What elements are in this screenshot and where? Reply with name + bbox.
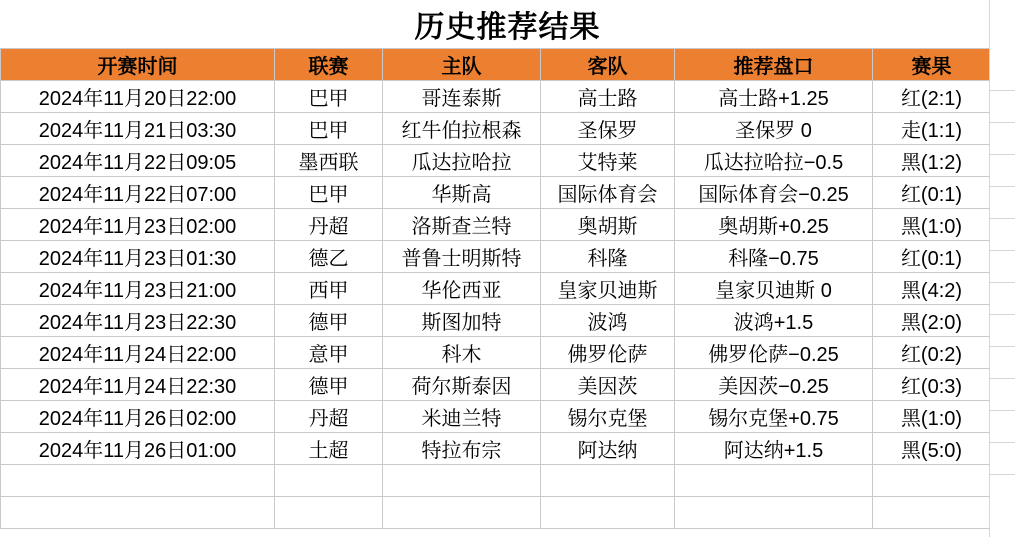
cell-away[interactable]: 波鸿 (541, 305, 675, 337)
cell-league[interactable]: 巴甲 (275, 113, 383, 145)
column-header-pick[interactable]: 推荐盘口 (675, 49, 873, 81)
cell-league[interactable]: 丹超 (275, 401, 383, 433)
cell-league[interactable]: 巴甲 (275, 81, 383, 113)
column-header-away[interactable]: 客队 (541, 49, 675, 81)
table-row[interactable] (1, 177, 991, 209)
table-row[interactable] (1, 401, 991, 433)
cell-away[interactable]: 佛罗伦萨 (541, 337, 675, 369)
cell-pick[interactable]: 高士路+1.25 (675, 81, 873, 113)
cell-away[interactable]: 国际体育会 (541, 177, 675, 209)
cell-away[interactable]: 奥胡斯 (541, 209, 675, 241)
cell-result[interactable]: 红(0:1) (873, 177, 991, 209)
gutter-cell (990, 123, 1015, 155)
cell-result[interactable]: 走(1:1) (873, 113, 991, 145)
cell-result[interactable]: 红(2:1) (873, 81, 991, 113)
column-header-league[interactable]: 联赛 (275, 49, 383, 81)
cell-home[interactable]: 瓜达拉哈拉 (383, 145, 541, 177)
cell-home[interactable]: 科木 (383, 337, 541, 369)
cell-time[interactable]: 2024年11月20日22:00 (1, 81, 275, 113)
cell-empty[interactable] (383, 497, 541, 529)
table-row-empty[interactable] (1, 465, 991, 497)
gutter-cell (990, 48, 1015, 91)
gutter-cell (990, 155, 1015, 187)
cell-home[interactable]: 斯图加特 (383, 305, 541, 337)
cell-time[interactable]: 2024年11月23日21:00 (1, 273, 275, 305)
cell-result[interactable]: 红(0:3) (873, 369, 991, 401)
cell-time[interactable]: 2024年11月26日02:00 (1, 401, 275, 433)
gutter-cell (990, 379, 1015, 411)
cell-home[interactable]: 华斯高 (383, 177, 541, 209)
column-header-home[interactable]: 主队 (383, 49, 541, 81)
cell-result[interactable]: 黑(1:2) (873, 145, 991, 177)
cell-empty[interactable] (541, 465, 675, 497)
cell-result[interactable]: 黑(4:2) (873, 273, 991, 305)
cell-pick[interactable]: 科隆−0.75 (675, 241, 873, 273)
cell-time[interactable]: 2024年11月24日22:00 (1, 337, 275, 369)
table-row[interactable] (1, 241, 991, 273)
cell-empty[interactable] (275, 465, 383, 497)
cell-result[interactable]: 红(0:2) (873, 337, 991, 369)
cell-empty[interactable] (1, 465, 275, 497)
gutter-cell (990, 315, 1015, 347)
cell-pick[interactable]: 国际体育会−0.25 (675, 177, 873, 209)
cell-time[interactable]: 2024年11月22日09:05 (1, 145, 275, 177)
table-header (1, 49, 991, 81)
table-row[interactable] (1, 337, 991, 369)
table-row[interactable] (1, 433, 991, 465)
table-row[interactable] (1, 145, 991, 177)
table-row[interactable] (1, 369, 991, 401)
cell-home[interactable]: 华伦西亚 (383, 273, 541, 305)
table-row[interactable] (1, 113, 991, 145)
table-body (1, 81, 991, 529)
cell-empty[interactable] (675, 465, 873, 497)
cell-empty[interactable] (275, 497, 383, 529)
gutter-cell (990, 251, 1015, 283)
table-row[interactable] (1, 81, 991, 113)
cell-time[interactable]: 2024年11月21日03:30 (1, 113, 275, 145)
cell-home[interactable]: 米迪兰特 (383, 401, 541, 433)
page-title: 历史推荐结果 (414, 11, 601, 44)
cell-league[interactable]: 意甲 (275, 337, 383, 369)
cell-league[interactable]: 巴甲 (275, 177, 383, 209)
cell-empty[interactable] (383, 465, 541, 497)
cell-result[interactable]: 黑(1:0) (873, 209, 991, 241)
cell-time[interactable]: 2024年11月23日01:30 (1, 241, 275, 273)
cell-time[interactable]: 2024年11月22日07:00 (1, 177, 275, 209)
cell-result[interactable]: 黑(5:0) (873, 433, 991, 465)
right-gutter-column (989, 0, 1015, 537)
cell-league[interactable]: 墨西联 (275, 145, 383, 177)
gutter-cell (990, 411, 1015, 443)
cell-empty[interactable] (873, 465, 991, 497)
gutter-cell (990, 0, 1015, 48)
table-row[interactable] (1, 273, 991, 305)
cell-pick[interactable]: 波鸿+1.5 (675, 305, 873, 337)
cell-league[interactable]: 德甲 (275, 369, 383, 401)
cell-home[interactable]: 普鲁士明斯特 (383, 241, 541, 273)
gutter-cell (990, 347, 1015, 379)
cell-pick[interactable]: 美因茨−0.25 (675, 369, 873, 401)
cell-away[interactable]: 皇家贝迪斯 (541, 273, 675, 305)
cell-away[interactable]: 美因茨 (541, 369, 675, 401)
table-row[interactable] (1, 209, 991, 241)
cell-empty[interactable] (873, 497, 991, 529)
table-row[interactable] (1, 305, 991, 337)
cell-away[interactable]: 阿达纳 (541, 433, 675, 465)
cell-away[interactable]: 艾特莱 (541, 145, 675, 177)
gutter-cell (990, 187, 1015, 219)
cell-empty[interactable] (1, 497, 275, 529)
cell-away[interactable]: 科隆 (541, 241, 675, 273)
cell-league[interactable]: 西甲 (275, 273, 383, 305)
cell-pick[interactable]: 圣保罗 0 (675, 113, 873, 145)
cell-pick[interactable]: 瓜达拉哈拉−0.5 (675, 145, 873, 177)
cell-league[interactable]: 德甲 (275, 305, 383, 337)
cell-away[interactable]: 锡尔克堡 (541, 401, 675, 433)
cell-pick[interactable]: 皇家贝迪斯 0 (675, 273, 873, 305)
table-row-empty[interactable] (1, 497, 991, 529)
cell-empty[interactable] (541, 497, 675, 529)
cell-league[interactable]: 丹超 (275, 209, 383, 241)
gutter-cell (990, 283, 1015, 315)
gutter-cell (990, 443, 1015, 475)
column-header-time[interactable]: 开赛时间 (1, 49, 275, 81)
cell-home[interactable]: 哥连泰斯 (383, 81, 541, 113)
cell-time[interactable]: 2024年11月24日22:30 (1, 369, 275, 401)
cell-time[interactable]: 2024年11月26日01:00 (1, 433, 275, 465)
gutter-cell (990, 91, 1015, 123)
header-row (1, 49, 991, 81)
history-results-table (0, 48, 991, 529)
cell-result[interactable]: 黑(1:0) (873, 401, 991, 433)
cell-home[interactable]: 荷尔斯泰因 (383, 369, 541, 401)
cell-empty[interactable] (675, 497, 873, 529)
cell-time[interactable]: 2024年11月23日02:00 (1, 209, 275, 241)
title-row (0, 0, 1015, 48)
cell-pick[interactable]: 佛罗伦萨−0.25 (675, 337, 873, 369)
cell-pick[interactable]: 锡尔克堡+0.75 (675, 401, 873, 433)
cell-away[interactable]: 圣保罗 (541, 113, 675, 145)
cell-time[interactable]: 2024年11月23日22:30 (1, 305, 275, 337)
cell-away[interactable]: 高士路 (541, 81, 675, 113)
cell-league[interactable]: 德乙 (275, 241, 383, 273)
cell-home[interactable]: 特拉布宗 (383, 433, 541, 465)
cell-home[interactable]: 洛斯查兰特 (383, 209, 541, 241)
column-header-result[interactable]: 赛果 (873, 49, 991, 81)
cell-pick[interactable]: 阿达纳+1.5 (675, 433, 873, 465)
cell-home[interactable]: 红牛伯拉根森 (383, 113, 541, 145)
cell-pick[interactable]: 奥胡斯+0.25 (675, 209, 873, 241)
cell-result[interactable]: 红(0:1) (873, 241, 991, 273)
cell-league[interactable]: 土超 (275, 433, 383, 465)
gutter-cell (990, 219, 1015, 251)
cell-result[interactable]: 黑(2:0) (873, 305, 991, 337)
